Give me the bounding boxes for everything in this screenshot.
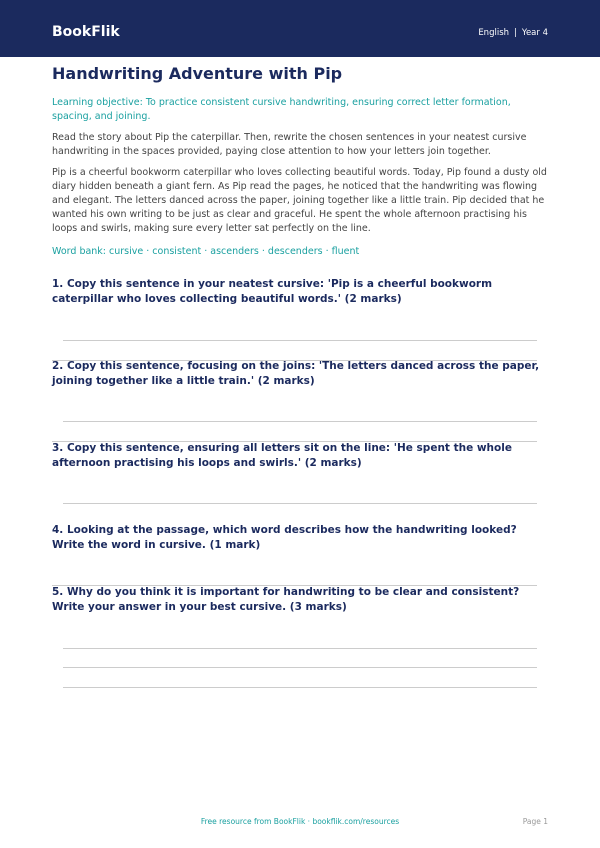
- subject-year: [478, 28, 548, 38]
- worksheet-title: Handwriting Adventure with Pip: [52, 64, 343, 83]
- question-3: 3. Copy this sentence, ensuring all letters sit on the line: 'He spent the whole afternoon practising his loops and swirls.' (2 marks): [52, 442, 512, 469]
- question-4: 4. Looking at the passage, which word describes how the handwriting looked? Write the word in cursive. (1 mark): [52, 524, 517, 551]
- answer-line-q1[interactable]: [63, 340, 537, 341]
- year-label: Year 4: [521, 28, 548, 38]
- answer-line-q5-1[interactable]: [63, 648, 537, 649]
- word-bank: Word bank: cursive · consistent · ascenders · descenders · fluent: [52, 246, 360, 257]
- answer-line-q3[interactable]: [63, 503, 537, 504]
- learning-objective: Learning objective: To practice consistent cursive handwriting, ensuring correct letter formation, spacing, and joining.: [52, 97, 511, 122]
- meta-separator: |: [514, 28, 517, 38]
- brand-logo-text: BookFlik: [52, 24, 120, 40]
- footer-source: Free resource from BookFlik · bookflik.com/resources: [200, 817, 400, 826]
- answer-line-q5-2[interactable]: [63, 667, 537, 668]
- question-5: 5. Why do you think it is important for handwriting to be clear and consistent? Write your answer in your best cursive. (3 marks): [52, 586, 520, 613]
- question-1: 1. Copy this sentence in your neatest cursive: 'Pip is a cheerful bookworm caterpillar who loves collecting beautiful words.' (2 marks): [52, 278, 493, 305]
- subject-label: English: [478, 28, 510, 38]
- story-passage: Pip is a cheerful bookworm caterpillar who loves collecting beautiful words. Today, Pip found a dusty old diary hidden beneath a giant fern. As Pip read the pages, he noticed that the handwriting was flowing and elegant. The letters danced across the paper, joining together like a little train. Pip decided that he wanted his own writing to be just as clear and graceful. He spent the whole afternoon practising his loops and swirls, making sure every letter sat perfectly on the line.: [52, 167, 547, 234]
- instructions: Read the story about Pip the caterpillar. Then, rewrite the chosen sentences in your neatest cursive handwriting in the spaces provided, paying close attention to how your letters join together.: [52, 132, 527, 157]
- page-header: [0, 0, 600, 57]
- page-number: Page 1: [522, 817, 548, 826]
- question-2: 2. Copy this sentence, focusing on the joins: 'The letters danced across the paper, joining together like a little train.' (2 marks): [52, 360, 540, 387]
- answer-line-q5-3[interactable]: [63, 687, 537, 688]
- answer-line-q2[interactable]: [63, 421, 537, 422]
